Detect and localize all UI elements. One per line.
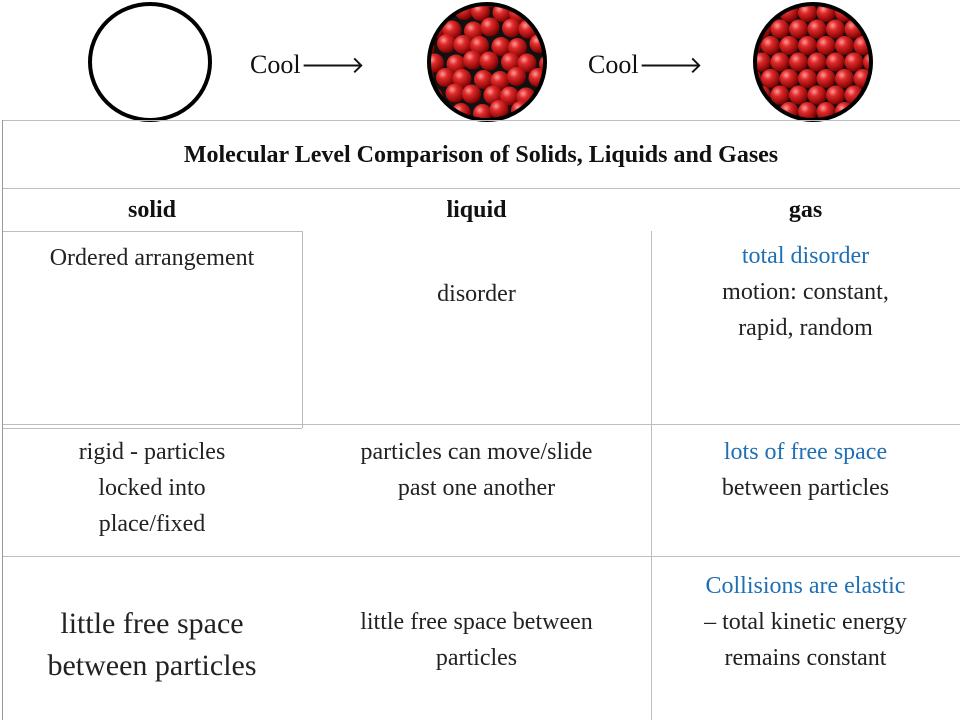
cell-text: little free space	[60, 607, 244, 640]
header-liquid: liquid	[446, 197, 507, 223]
molecule-sphere	[845, 0, 864, 6]
molecule-sphere	[463, 51, 482, 70]
molecule-sphere	[417, 4, 436, 23]
molecule-sphere	[808, 20, 827, 39]
molecule-sphere	[743, 3, 762, 22]
cell-text: particles	[435, 645, 518, 671]
molecule-sphere	[408, 87, 427, 106]
row2-gas	[651, 432, 960, 508]
molecule-sphere	[798, 69, 817, 88]
molecule-sphere	[481, 18, 500, 37]
cell-text: disorder	[437, 280, 516, 307]
cell-text: rapid, random	[738, 315, 873, 341]
molecule-sphere	[771, 53, 790, 72]
cell-text: Collisions are elastic	[705, 573, 906, 599]
state-illustration	[0, 0, 960, 128]
molecule-sphere	[817, 36, 836, 55]
cool-arrow-label-2	[588, 50, 703, 80]
cool-label: Cool	[588, 50, 639, 79]
molecule-sphere	[808, 53, 827, 72]
molecule-sphere	[446, 84, 465, 103]
molecule-sphere	[507, 67, 526, 86]
molecule-sphere	[817, 69, 836, 88]
molecule-sphere	[528, 102, 547, 121]
molecule-sphere	[761, 3, 780, 22]
molecule-sphere	[520, 0, 539, 5]
molecule-sphere	[435, 102, 454, 121]
molecule-sphere	[502, 19, 521, 38]
molecule-sphere	[410, 19, 429, 38]
molecule-sphere	[498, 0, 517, 4]
cell-text: rigid - particles	[78, 439, 226, 465]
molecule-sphere	[545, 69, 564, 88]
molecule-sphere	[789, 86, 808, 105]
molecule-sphere	[854, 102, 873, 121]
molecule-sphere	[771, 0, 790, 6]
row1-solid	[2, 236, 302, 280]
row3-solid	[2, 600, 302, 690]
molecule-sphere	[547, 1, 566, 20]
cell-text: remains constant	[724, 645, 887, 671]
molecule-sphere	[734, 0, 753, 6]
molecule-sphere	[761, 102, 780, 121]
cool-label: Cool	[250, 50, 301, 79]
molecule-sphere	[845, 53, 864, 72]
molecule-sphere	[444, 0, 463, 6]
molecule-sphere	[734, 20, 753, 39]
molecule-sphere	[826, 20, 845, 39]
molecule-sphere	[734, 53, 753, 72]
molecule-sphere	[854, 3, 873, 22]
molecule-sphere	[872, 36, 891, 55]
molecule-sphere	[409, 53, 428, 72]
cell-text: – total kinetic energy	[704, 609, 907, 635]
cell-text: lots of free space	[723, 439, 888, 465]
cell-text: locked into	[98, 475, 206, 501]
right-arrow-icon: 🡒	[300, 51, 365, 79]
molecule-sphere	[536, 0, 555, 6]
molecule-sphere	[780, 69, 799, 88]
molecule-sphere	[872, 102, 891, 121]
row3-liquid	[302, 600, 651, 680]
row1-liquid	[302, 236, 651, 351]
molecule-sphere	[480, 52, 499, 71]
molecule-sphere	[872, 69, 891, 88]
gas-container-icon	[90, 4, 210, 120]
cell-text: past one another	[397, 475, 556, 501]
molecule-sphere	[798, 36, 817, 55]
table-title: Molecular Level Comparison of Solids, Liquids and Gases	[183, 142, 779, 168]
molecule-sphere	[427, 0, 446, 5]
molecule-sphere	[761, 69, 780, 88]
cell-text: little free space between	[360, 609, 593, 635]
molecule-sphere	[761, 36, 780, 55]
row3-gas	[651, 563, 960, 681]
molecule-sphere	[835, 36, 854, 55]
molecule-sphere	[789, 53, 808, 72]
molecule-sphere	[462, 85, 481, 104]
row1-gas	[651, 236, 960, 348]
molecule-sphere	[419, 101, 438, 120]
cell-text: Ordered arrangement	[49, 245, 255, 271]
molecule-sphere	[808, 86, 827, 105]
molecule-sphere	[863, 0, 882, 6]
header-gas: gas	[788, 197, 823, 223]
row2-liquid	[302, 432, 651, 508]
cell-text: particles can move/slide	[360, 439, 593, 465]
cell-text: motion: constant,	[722, 279, 889, 305]
cell-text: between particles	[47, 649, 257, 682]
cell-text: total disorder	[741, 243, 870, 269]
header-solid: solid	[127, 197, 177, 223]
molecule-sphere	[752, 0, 771, 6]
molecule-sphere	[406, 0, 425, 4]
molecule-sphere	[826, 53, 845, 72]
molecule-sphere	[743, 102, 762, 121]
right-arrow-icon: 🡒	[638, 51, 703, 79]
row2-solid	[2, 432, 302, 544]
molecule-sphere	[780, 36, 799, 55]
molecule-sphere	[789, 20, 808, 39]
molecule-sphere	[826, 86, 845, 105]
molecule-sphere	[872, 3, 891, 22]
molecule-sphere	[835, 69, 854, 88]
cool-arrow-label-1	[250, 50, 365, 80]
cell-text: place/fixed	[98, 511, 206, 537]
molecule-sphere	[734, 86, 753, 105]
cell-text: between particles	[721, 475, 890, 501]
molecule-sphere	[546, 35, 565, 54]
molecule-sphere	[437, 34, 456, 53]
